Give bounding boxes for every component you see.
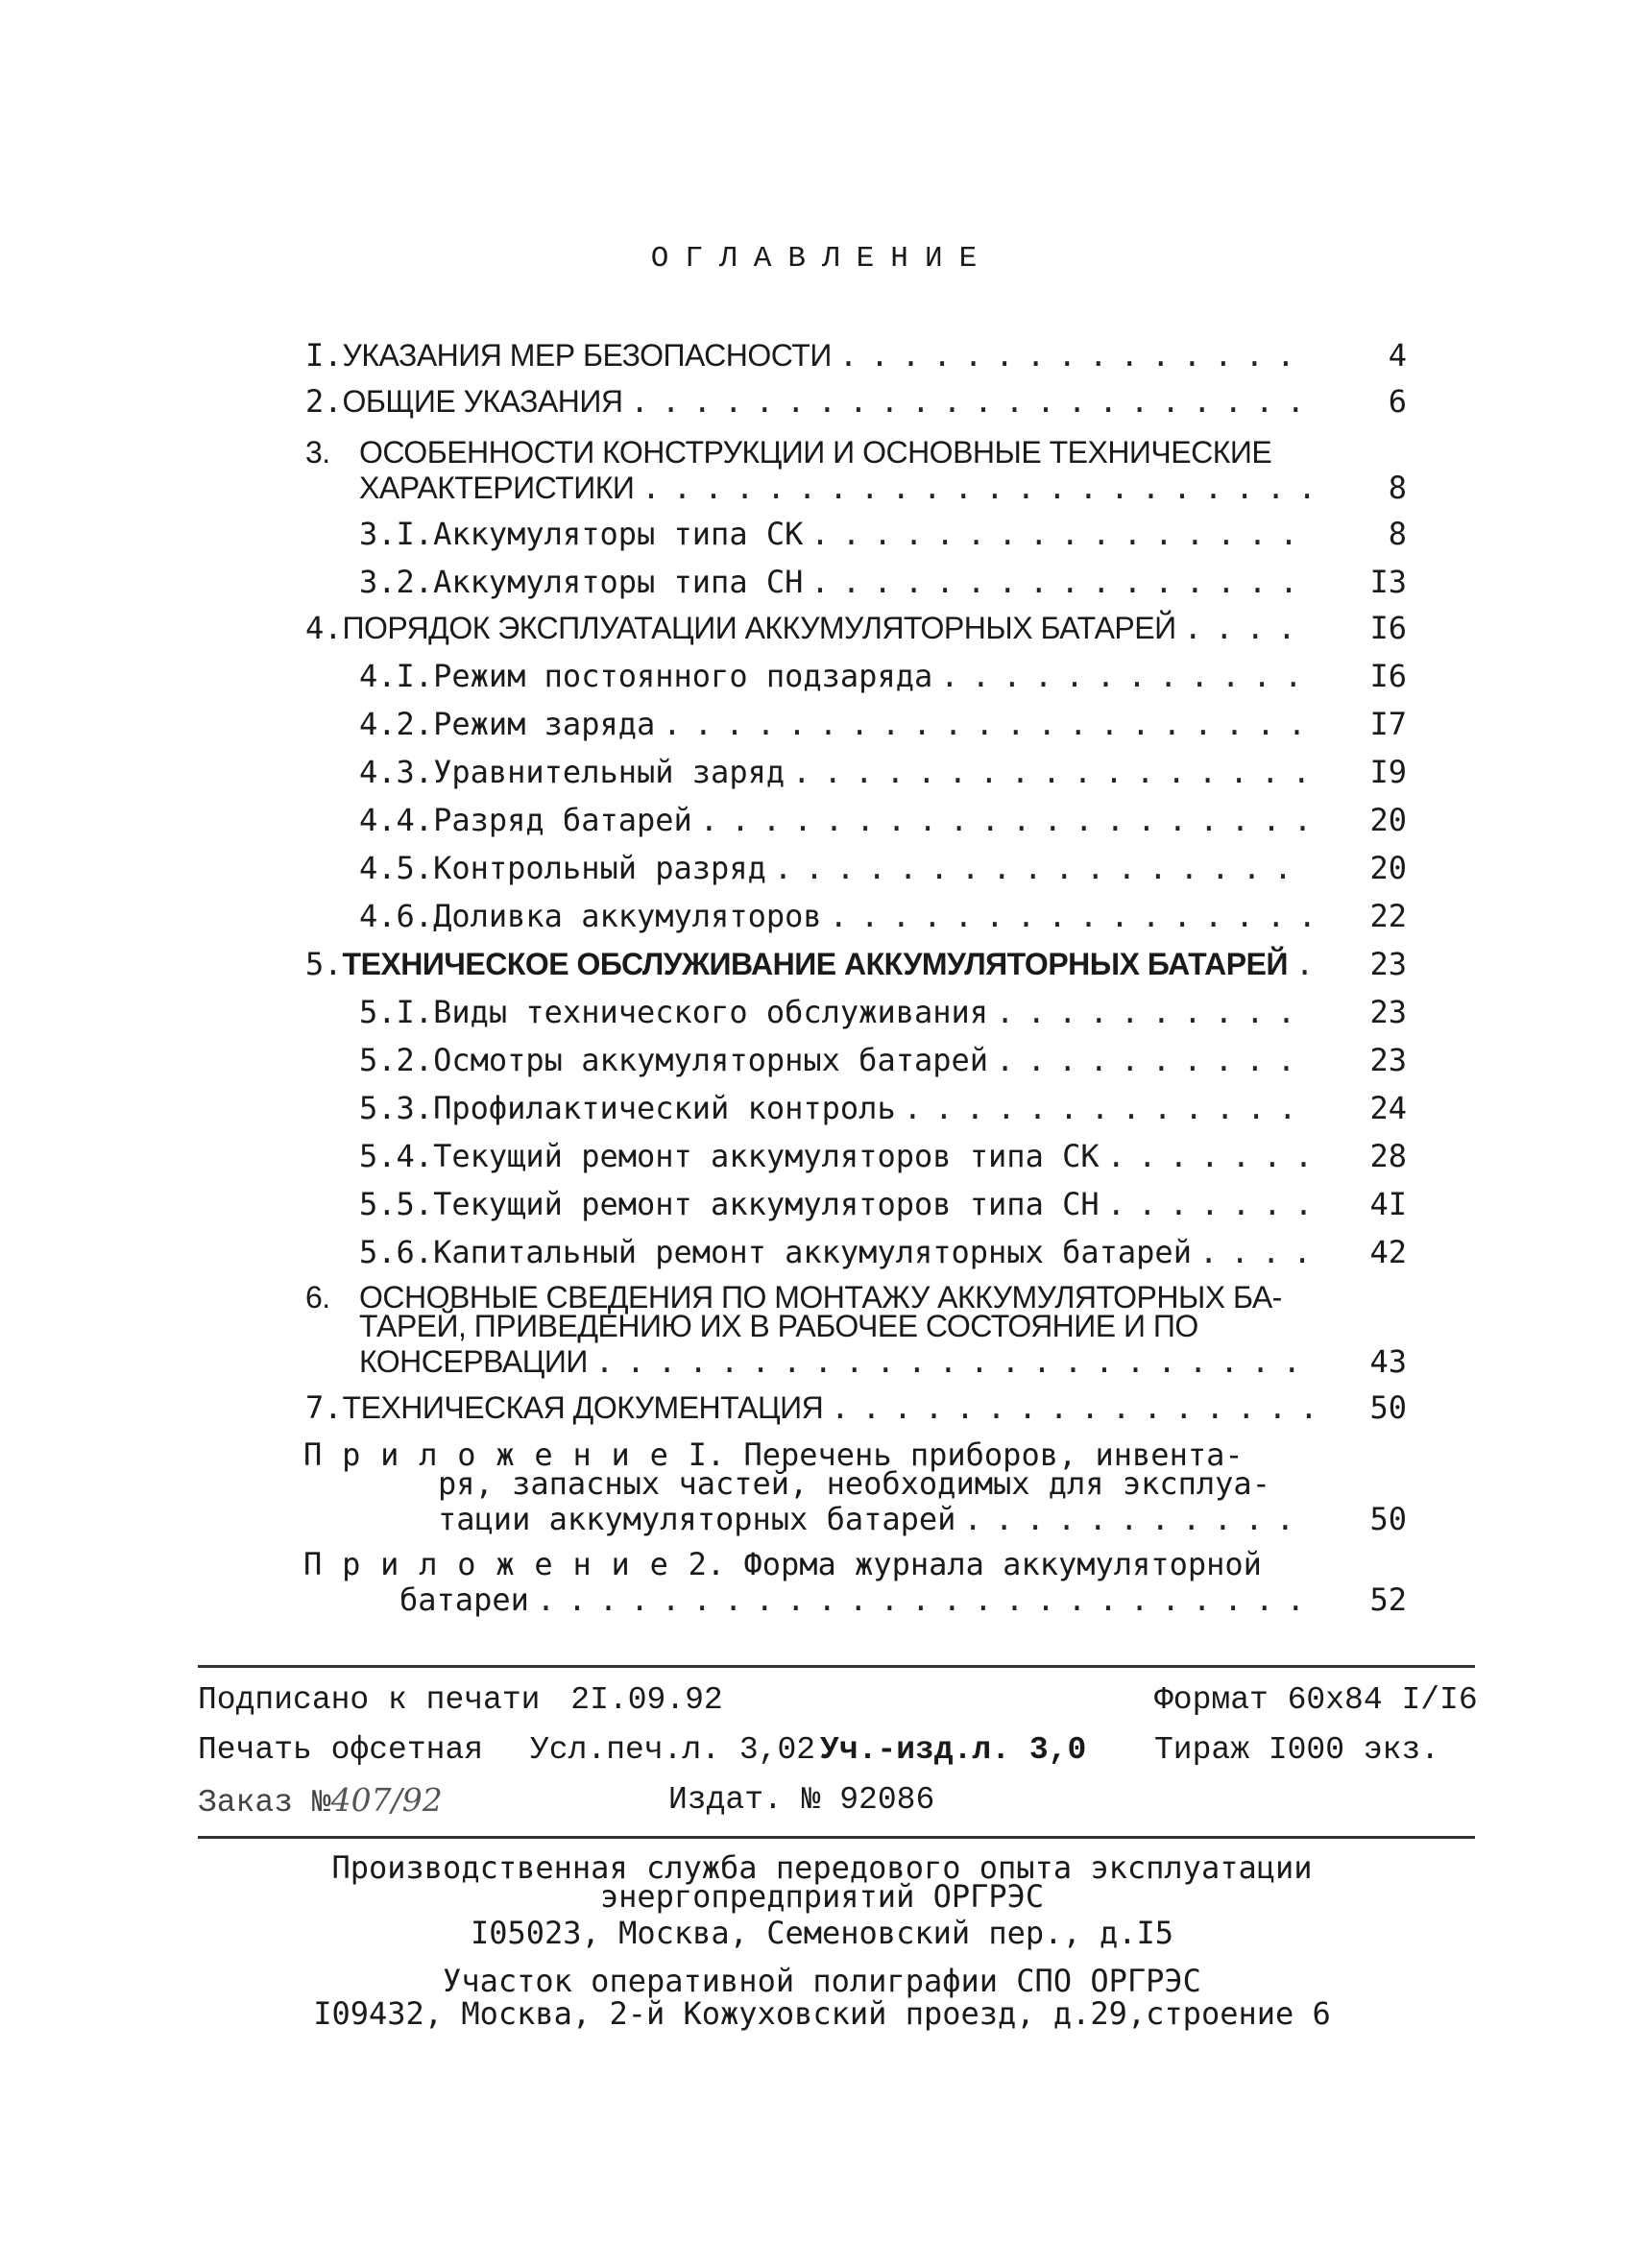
toc-number: 5.3. bbox=[359, 1090, 434, 1126]
appendix-label: Приложение bbox=[303, 1546, 689, 1582]
toc-entry bbox=[359, 994, 1407, 1030]
toc-entry bbox=[359, 706, 1407, 742]
toc-page: 20 bbox=[1369, 802, 1407, 838]
order-value: 407/92 bbox=[330, 1781, 443, 1819]
imprint-signed bbox=[198, 1682, 723, 1719]
toc-entry bbox=[359, 1234, 1407, 1270]
toc-number: I. bbox=[305, 337, 343, 374]
imprint-edit-sheets: Уч.-изд.л. 3,0 bbox=[820, 1732, 1087, 1768]
toc-page: 20 bbox=[1369, 850, 1407, 886]
imprint-print-type: Печать офсетная bbox=[198, 1732, 484, 1768]
imprint-circulation: Тираж I000 экз. bbox=[1154, 1732, 1440, 1768]
printshop-address: I09432, Москва, 2-й Кожуховский проезд, д.29,строение 6 bbox=[313, 1995, 1331, 2032]
appendix-text: ря, запасных частей, необходимых для эксплуа- bbox=[438, 1465, 1270, 1502]
toc-page: 8 bbox=[1388, 470, 1407, 506]
toc-text: Доливка аккумуляторов bbox=[433, 898, 822, 934]
toc-entry bbox=[305, 383, 1407, 420]
toc-number: 4.3. bbox=[359, 754, 434, 790]
toc-number: 6. bbox=[305, 1280, 330, 1315]
toc-dots bbox=[537, 1582, 1311, 1617]
toc-page: 50 bbox=[1369, 1501, 1407, 1537]
page-title: ОГЛАВЛЕНИЕ bbox=[650, 242, 994, 276]
appendix-text: батареи bbox=[399, 1581, 529, 1618]
publisher-address: I05023, Москва, Семеновский пер., д.I5 bbox=[470, 1915, 1174, 1951]
toc-text: ХАРАКТЕРИСТИКИ bbox=[359, 470, 635, 505]
toc-number: 4.4. bbox=[359, 802, 434, 838]
toc-page: 8 bbox=[1388, 516, 1407, 552]
toc-dots bbox=[996, 1043, 1311, 1077]
toc-text: Текущий ремонт аккумуляторов типа СК bbox=[433, 1138, 1100, 1174]
appendix-entry-line bbox=[438, 1465, 1270, 1502]
toc-text: Текущий ремонт аккумуляторов типа СН bbox=[433, 1186, 1100, 1222]
toc-text: Аккумуляторы типа СК bbox=[433, 516, 804, 552]
toc-number: 4. bbox=[305, 610, 343, 646]
toc-number: 4.2. bbox=[359, 706, 434, 742]
toc-number: 7. bbox=[305, 1389, 343, 1426]
toc-entry bbox=[359, 658, 1407, 694]
printshop-line: Участок оперативной полиграфии СПО ОРГРЭС bbox=[443, 1963, 1201, 1999]
toc-dots bbox=[963, 1502, 1311, 1536]
toc-entry bbox=[305, 946, 1407, 982]
toc-dots bbox=[810, 565, 1311, 599]
toc-text: Профилактический контроль bbox=[433, 1090, 896, 1126]
toc-text: ОБЩИЕ УКАЗАНИЯ bbox=[342, 384, 623, 419]
toc-text: Капитальный ремонт аккумуляторных батарей bbox=[433, 1234, 1192, 1270]
toc-text: Контрольный разряд bbox=[433, 850, 766, 886]
toc-text: Уравнительный заряд bbox=[433, 754, 786, 790]
toc-page: 22 bbox=[1369, 898, 1407, 934]
toc-entry bbox=[359, 516, 1407, 552]
toc-page: 50 bbox=[1369, 1389, 1407, 1426]
appendix-text: 2. Форма журнала аккумуляторной bbox=[688, 1546, 1262, 1582]
toc-entry bbox=[305, 610, 1407, 646]
toc-number: 4.5. bbox=[359, 850, 434, 886]
toc-entry-line bbox=[305, 435, 1272, 470]
toc-page: 23 bbox=[1369, 994, 1407, 1030]
toc-entry bbox=[359, 1042, 1407, 1078]
toc-page: I3 bbox=[1369, 564, 1407, 600]
toc-dots bbox=[792, 755, 1311, 789]
toc-text: ПОРЯДОК ЭКСПЛУАТАЦИИ АККУМУЛЯТОРНЫХ БАТАРЕЙ bbox=[342, 611, 1176, 645]
toc-page: 23 bbox=[1369, 946, 1407, 982]
toc-page: I9 bbox=[1369, 754, 1407, 790]
toc-page: 6 bbox=[1388, 383, 1407, 420]
toc-entry bbox=[359, 850, 1407, 886]
toc-number: 5. bbox=[305, 946, 343, 982]
toc-entry bbox=[359, 754, 1407, 790]
toc-number: 5.I. bbox=[359, 994, 434, 1030]
toc-number: 5.5. bbox=[359, 1186, 434, 1222]
toc-text: УКАЗАНИЯ МЕР БЕЗОПАСНОСТИ bbox=[342, 338, 832, 373]
toc-text: ТЕХНИЧЕСКОЕ ОБСЛУЖИВАНИЕ АККУМУЛЯТОРНЫХ БАТАРЕЙ bbox=[342, 947, 1288, 981]
appendix-label: Приложение bbox=[303, 1436, 689, 1473]
toc-text: Режим постоянного подзаряда bbox=[433, 658, 933, 694]
toc-text: ТЕХНИЧЕСКАЯ ДОКУМЕНТАЦИЯ bbox=[342, 1390, 824, 1425]
toc-page: 52 bbox=[1369, 1581, 1407, 1618]
toc-dots bbox=[774, 851, 1311, 885]
imprint-order bbox=[198, 1782, 443, 1822]
toc-entry bbox=[359, 802, 1407, 838]
toc-dots bbox=[904, 1091, 1311, 1125]
toc-number: 3.2. bbox=[359, 564, 434, 600]
toc-text: Режим заряда bbox=[433, 706, 656, 742]
toc-entry bbox=[359, 1343, 1407, 1380]
toc-dots bbox=[831, 1390, 1311, 1425]
toc-dots bbox=[940, 659, 1311, 693]
divider-bottom bbox=[198, 1836, 1475, 1839]
toc-dots bbox=[663, 707, 1311, 741]
toc-number: 4.6. bbox=[359, 898, 434, 934]
toc-page: 43 bbox=[1369, 1343, 1407, 1380]
toc-entry bbox=[359, 1186, 1407, 1222]
appendix-entry bbox=[399, 1581, 1407, 1618]
toc-text: Разряд батарей bbox=[433, 802, 692, 838]
publisher-line: Производственная служба передового опыта эксплуатации bbox=[331, 1849, 1313, 1886]
toc-page: 24 bbox=[1369, 1090, 1407, 1126]
appendix-text: тации аккумуляторных батарей bbox=[438, 1501, 956, 1537]
toc-dots bbox=[595, 1344, 1311, 1379]
toc-dots bbox=[1295, 947, 1311, 981]
toc-entry bbox=[359, 1138, 1407, 1174]
toc-text: Виды технического обслуживания bbox=[433, 994, 989, 1030]
toc-text: ТАРЕЙ, ПРИВЕДЕНИЮ ИХ В РАБОЧЕЕ СОСТОЯНИЕ И ПО bbox=[359, 1309, 1198, 1343]
toc-dots bbox=[641, 470, 1311, 505]
toc-text: Аккумуляторы типа СН bbox=[433, 564, 804, 600]
toc-page: I6 bbox=[1369, 658, 1407, 694]
imprint-print-sheets: Усл.печ.л. 3,02 bbox=[530, 1732, 816, 1768]
toc-dots bbox=[1199, 1235, 1311, 1269]
toc-entry bbox=[359, 1090, 1407, 1126]
toc-text: КОНСЕРВАЦИИ bbox=[359, 1344, 588, 1379]
toc-text: ОСНОВНЫЕ СВЕДЕНИЯ ПО МОНТАЖУ АККУМУЛЯТОРНЫХ БА- bbox=[359, 1280, 1282, 1315]
toc-dots bbox=[631, 384, 1312, 419]
toc-entry bbox=[305, 1389, 1407, 1426]
order-label: Заказ № bbox=[198, 1785, 331, 1821]
toc-page: 4I bbox=[1369, 1186, 1407, 1222]
toc-text: Осмотры аккумуляторных батарей bbox=[433, 1042, 989, 1078]
signed-date: 2I.09.92 bbox=[570, 1682, 723, 1718]
toc-dots bbox=[1184, 611, 1311, 645]
divider-top bbox=[198, 1665, 1475, 1668]
toc-dots bbox=[839, 338, 1311, 373]
appendix-entry-line bbox=[303, 1546, 1262, 1582]
toc-page: 42 bbox=[1369, 1234, 1407, 1270]
toc-entry bbox=[359, 470, 1407, 506]
toc-page: 23 bbox=[1369, 1042, 1407, 1078]
imprint-publ-no: Издат. № 92086 bbox=[668, 1782, 935, 1818]
toc-number: 5.2. bbox=[359, 1042, 434, 1078]
toc-number: 3.I. bbox=[359, 516, 434, 552]
toc-entry bbox=[359, 564, 1407, 600]
imprint-format: Формат 60х84 I/I6 bbox=[1154, 1682, 1478, 1718]
appendix-entry bbox=[438, 1501, 1407, 1537]
toc-dots bbox=[1107, 1139, 1311, 1173]
appendix-text: I. Перечень приборов, инвента- bbox=[688, 1436, 1244, 1473]
toc-entry bbox=[305, 337, 1407, 374]
toc-page: I7 bbox=[1369, 706, 1407, 742]
toc-number: 5.4. bbox=[359, 1138, 434, 1174]
toc-dots bbox=[830, 899, 1311, 933]
toc-text: ОСОБЕННОСТИ КОНСТРУКЦИИ И ОСНОВНЫЕ ТЕХНИЧЕСКИЕ bbox=[359, 435, 1272, 470]
toc-page: 4 bbox=[1388, 337, 1407, 374]
toc-number: 4.I. bbox=[359, 658, 434, 694]
toc-entry bbox=[359, 898, 1407, 934]
toc-entry-line bbox=[305, 1280, 1282, 1315]
toc-entry-line bbox=[359, 1309, 1198, 1343]
toc-dots bbox=[810, 517, 1311, 551]
toc-dots bbox=[700, 803, 1311, 837]
publisher-line: энергопредприятий ОРГРЭС bbox=[599, 1878, 1045, 1915]
toc-number: 3. bbox=[305, 435, 330, 470]
toc-number: 2. bbox=[305, 383, 343, 420]
toc-number: 5.6. bbox=[359, 1234, 434, 1270]
toc-page: I6 bbox=[1369, 610, 1407, 646]
signed-label: Подписано к печати bbox=[198, 1682, 541, 1718]
toc-page: 28 bbox=[1369, 1138, 1407, 1174]
toc-dots bbox=[1107, 1187, 1311, 1221]
toc-dots bbox=[996, 995, 1311, 1029]
